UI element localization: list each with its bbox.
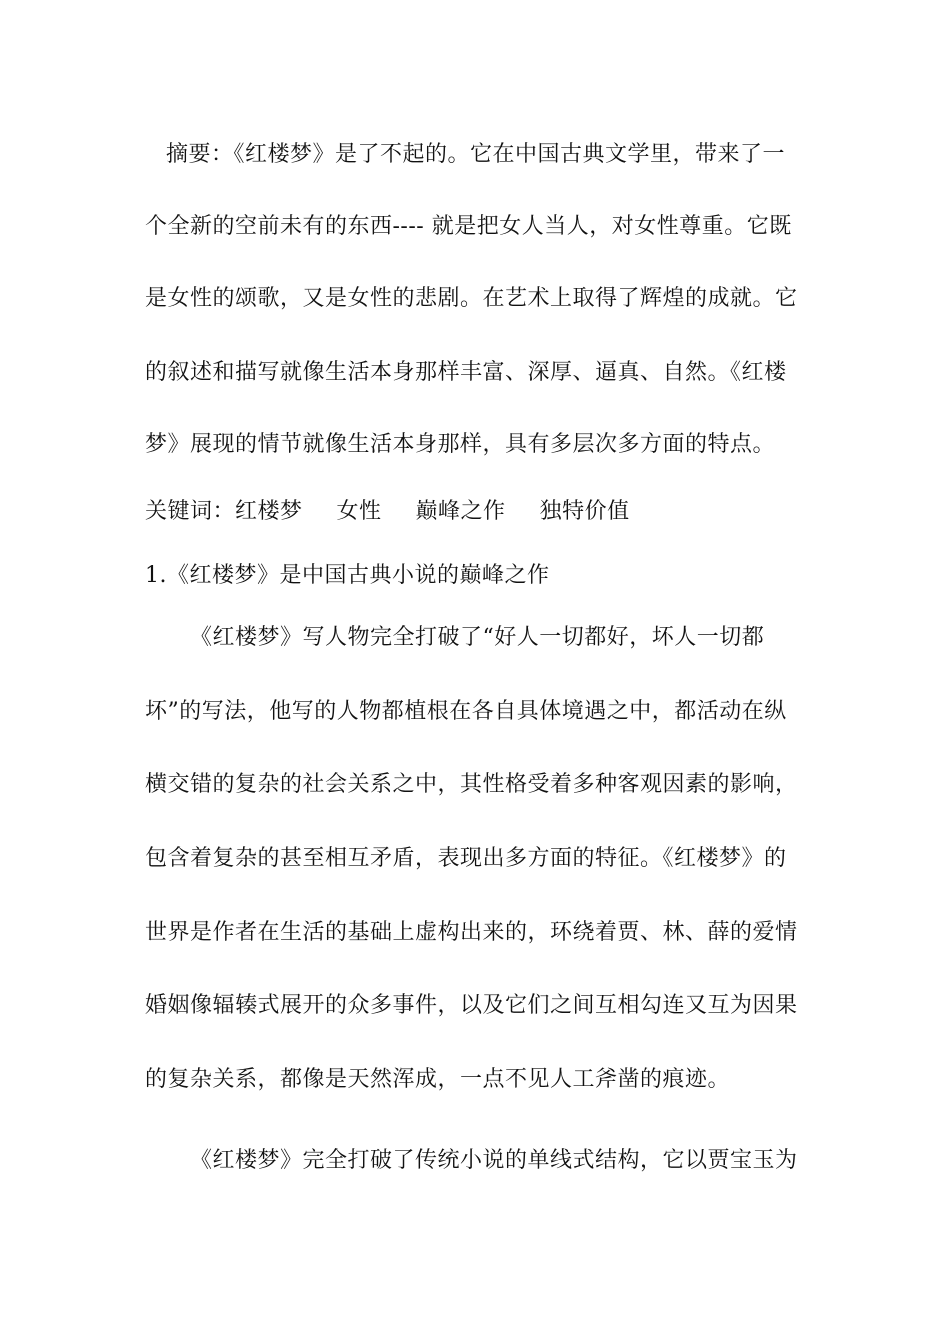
keywords-line [145, 497, 630, 527]
paragraph-line: 包含着复杂的甚至相互矛盾，表现出多方面的特征。《红楼梦》的 [145, 846, 787, 871]
abstract-line-2: 个全新的空前未有的东西---- 就是把女人当人，对女性尊重。它既 [145, 214, 792, 239]
abstract-line-3: 是女性的颂歌，又是女性的悲剧。在艺术上取得了辉煌的成就。它 [145, 286, 798, 311]
paragraph-line: 《红楼梦》写人物完全打破了“好人一切都好，坏人一切都 [190, 625, 765, 650]
keyword-item: 巅峰之作 [415, 499, 506, 524]
paragraph-line: 世界是作者在生活的基础上虚构出来的，环绕着贾、林、薛的爱情 [145, 920, 798, 945]
paragraph-line: 《红楼梦》完全打破了传统小说的单线式结构，它以贾宝玉为 [190, 1148, 798, 1173]
keyword-item: 红楼梦 [235, 499, 303, 524]
keyword-item: 独特价值 [539, 499, 630, 524]
paragraph-line: 的复杂关系，都像是天然浑成，一点不见人工斧凿的痕迹。 [145, 1067, 731, 1092]
keyword-item: 女性 [336, 499, 382, 524]
abstract-line-4: 的叙述和描写就像生活本身那样丰富、深厚、逼真、自然。《红楼 [145, 360, 787, 385]
keywords-label: 关键词： [145, 499, 236, 524]
section-heading: 1.《红楼梦》是中国古典小说的巅峰之作 [145, 563, 550, 588]
abstract-line-1: 摘要：《红楼梦》是了不起的。它在中国古典文学里，带来了一 [166, 142, 786, 167]
paragraph-line: 坏”的写法，他写的人物都植根在各自具体境遇之中，都活动在纵 [145, 699, 787, 724]
paragraph-line: 婚姻像辐辏式展开的众多事件，以及它们之间互相勾连又互为因果 [145, 993, 798, 1018]
abstract-line-5: 梦》展现的情节就像生活本身那样，具有多层次多方面的特点。 [145, 432, 776, 457]
paragraph-line: 横交错的复杂的社会关系之中，其性格受着多种客观因素的影响， [145, 772, 798, 797]
